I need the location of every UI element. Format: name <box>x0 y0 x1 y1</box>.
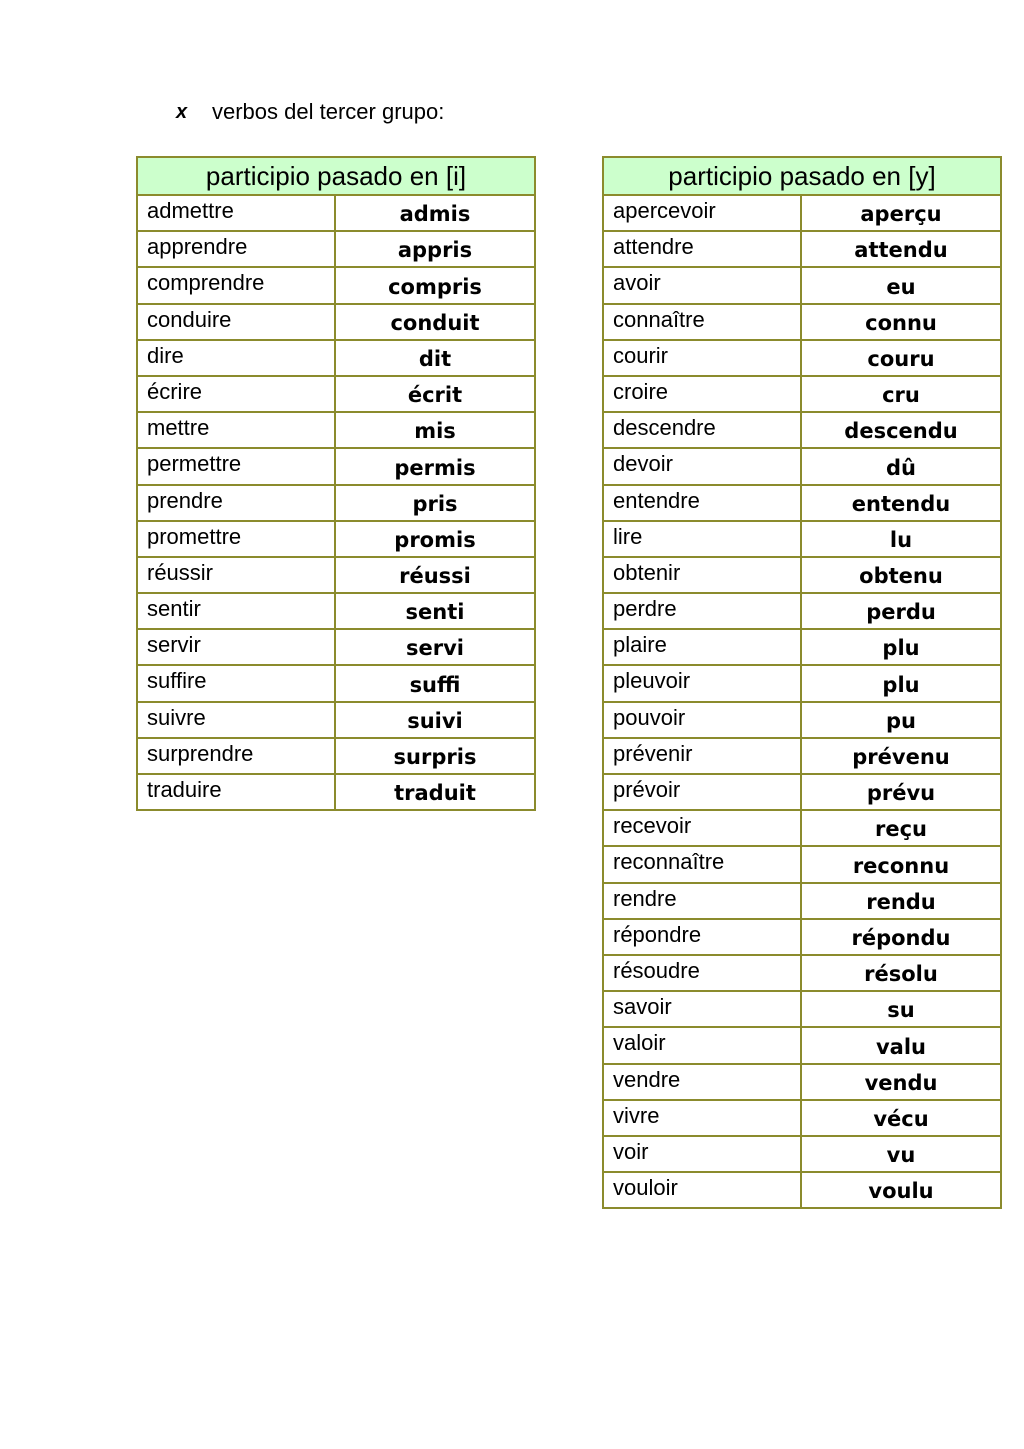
table-row <box>603 521 1001 557</box>
participle-cell: vendu <box>801 1064 1001 1100</box>
participle-cell: aperçu <box>801 195 1001 231</box>
participle-cell: promis <box>335 521 535 557</box>
participle-cell: valu <box>801 1027 1001 1063</box>
table-row <box>137 267 535 303</box>
participle-cell: reçu <box>801 810 1001 846</box>
table-row <box>603 195 1001 231</box>
table-row <box>603 448 1001 484</box>
table-row <box>137 593 535 629</box>
table-row <box>603 267 1001 303</box>
table-row <box>137 412 535 448</box>
participle-cell: pu <box>801 702 1001 738</box>
table-row <box>603 1027 1001 1063</box>
table-row <box>137 557 535 593</box>
participle-cell: conduit <box>335 304 535 340</box>
table-row <box>603 1136 1001 1172</box>
table-row <box>137 304 535 340</box>
table-body <box>137 195 535 810</box>
table-row <box>603 810 1001 846</box>
table-row <box>603 1064 1001 1100</box>
participle-cell: plu <box>801 629 1001 665</box>
infinitive-cell: sentir <box>137 593 335 629</box>
table-row <box>137 702 535 738</box>
infinitive-cell: devoir <box>603 448 801 484</box>
participle-cell: résolu <box>801 955 1001 991</box>
table-title: participio pasado en [i] <box>137 157 535 195</box>
infinitive-cell: admettre <box>137 195 335 231</box>
infinitive-cell: connaître <box>603 304 801 340</box>
table-row <box>137 448 535 484</box>
infinitive-cell: attendre <box>603 231 801 267</box>
participle-cell: permis <box>335 448 535 484</box>
table-row <box>603 485 1001 521</box>
participle-cell: dû <box>801 448 1001 484</box>
participle-cell: vécu <box>801 1100 1001 1136</box>
infinitive-cell: traduire <box>137 774 335 810</box>
participle-cell: reconnu <box>801 846 1001 882</box>
participle-cell: couru <box>801 340 1001 376</box>
table-row <box>137 376 535 412</box>
participle-cell: attendu <box>801 231 1001 267</box>
table-row <box>603 629 1001 665</box>
infinitive-cell: permettre <box>137 448 335 484</box>
infinitive-cell: prévenir <box>603 738 801 774</box>
table-row <box>603 412 1001 448</box>
infinitive-cell: recevoir <box>603 810 801 846</box>
table-row <box>603 231 1001 267</box>
participle-cell: écrit <box>335 376 535 412</box>
infinitive-cell: obtenir <box>603 557 801 593</box>
table-row <box>603 846 1001 882</box>
table-row <box>603 883 1001 919</box>
infinitive-cell: conduire <box>137 304 335 340</box>
participle-cell: mis <box>335 412 535 448</box>
infinitive-cell: plaire <box>603 629 801 665</box>
infinitive-cell: prendre <box>137 485 335 521</box>
infinitive-cell: suivre <box>137 702 335 738</box>
participle-cell: prévenu <box>801 738 1001 774</box>
infinitive-cell: dire <box>137 340 335 376</box>
participle-cell: servi <box>335 629 535 665</box>
infinitive-cell: réussir <box>137 557 335 593</box>
participle-cell: rendu <box>801 883 1001 919</box>
participle-cell: entendu <box>801 485 1001 521</box>
participle-cell: lu <box>801 521 1001 557</box>
participle-cell: admis <box>335 195 535 231</box>
participle-cell: traduit <box>335 774 535 810</box>
table-row <box>603 665 1001 701</box>
infinitive-cell: servir <box>137 629 335 665</box>
infinitive-cell: perdre <box>603 593 801 629</box>
table-row <box>603 991 1001 1027</box>
participle-cell: cru <box>801 376 1001 412</box>
section-heading <box>176 99 444 125</box>
table-row <box>137 629 535 665</box>
table-row <box>137 340 535 376</box>
infinitive-cell: pouvoir <box>603 702 801 738</box>
infinitive-cell: comprendre <box>137 267 335 303</box>
infinitive-cell: courir <box>603 340 801 376</box>
infinitive-cell: avoir <box>603 267 801 303</box>
infinitive-cell: apprendre <box>137 231 335 267</box>
table-row <box>603 340 1001 376</box>
section-heading-text: verbos del tercer grupo: <box>212 99 445 124</box>
participle-cell: voulu <box>801 1172 1001 1208</box>
table-row <box>137 195 535 231</box>
participle-cell: obtenu <box>801 557 1001 593</box>
infinitive-cell: vivre <box>603 1100 801 1136</box>
participle-cell: connu <box>801 304 1001 340</box>
participle-cell: su <box>801 991 1001 1027</box>
infinitive-cell: prévoir <box>603 774 801 810</box>
participle-cell: senti <box>335 593 535 629</box>
table-row <box>137 521 535 557</box>
table-row <box>603 738 1001 774</box>
table-row <box>603 376 1001 412</box>
table-row <box>137 774 535 810</box>
infinitive-cell: savoir <box>603 991 801 1027</box>
participle-i-table <box>136 156 536 811</box>
bullet-x-icon: x <box>176 100 188 123</box>
participle-cell: surpris <box>335 738 535 774</box>
infinitive-cell: rendre <box>603 883 801 919</box>
table-row <box>603 774 1001 810</box>
table-row <box>603 593 1001 629</box>
infinitive-cell: lire <box>603 521 801 557</box>
participle-cell: appris <box>335 231 535 267</box>
participle-cell: vu <box>801 1136 1001 1172</box>
table-row <box>603 702 1001 738</box>
table-row <box>137 485 535 521</box>
participle-cell: eu <box>801 267 1001 303</box>
table-row <box>603 919 1001 955</box>
infinitive-cell: résoudre <box>603 955 801 991</box>
infinitive-cell: écrire <box>137 376 335 412</box>
infinitive-cell: pleuvoir <box>603 665 801 701</box>
infinitive-cell: mettre <box>137 412 335 448</box>
infinitive-cell: vouloir <box>603 1172 801 1208</box>
participle-cell: répondu <box>801 919 1001 955</box>
infinitive-cell: entendre <box>603 485 801 521</box>
infinitive-cell: répondre <box>603 919 801 955</box>
table-row <box>603 955 1001 991</box>
participle-cell: suivi <box>335 702 535 738</box>
infinitive-cell: descendre <box>603 412 801 448</box>
table-title: participio pasado en [y] <box>603 157 1001 195</box>
table-row <box>603 304 1001 340</box>
participle-cell: perdu <box>801 593 1001 629</box>
participle-cell: prévu <box>801 774 1001 810</box>
infinitive-cell: valoir <box>603 1027 801 1063</box>
participle-cell: pris <box>335 485 535 521</box>
infinitive-cell: voir <box>603 1136 801 1172</box>
participle-cell: réussi <box>335 557 535 593</box>
participle-y-table <box>602 156 1002 1209</box>
infinitive-cell: vendre <box>603 1064 801 1100</box>
table-row <box>137 665 535 701</box>
table-row <box>137 738 535 774</box>
table-row <box>137 231 535 267</box>
table-row <box>603 1172 1001 1208</box>
table-body <box>603 195 1001 1208</box>
table-row <box>603 1100 1001 1136</box>
infinitive-cell: croire <box>603 376 801 412</box>
infinitive-cell: suffire <box>137 665 335 701</box>
infinitive-cell: surprendre <box>137 738 335 774</box>
infinitive-cell: reconnaître <box>603 846 801 882</box>
participle-cell: dit <box>335 340 535 376</box>
participle-cell: descendu <box>801 412 1001 448</box>
participle-cell: suffi <box>335 665 535 701</box>
infinitive-cell: promettre <box>137 521 335 557</box>
participle-cell: compris <box>335 267 535 303</box>
table-row <box>603 557 1001 593</box>
infinitive-cell: apercevoir <box>603 195 801 231</box>
participle-cell: plu <box>801 665 1001 701</box>
